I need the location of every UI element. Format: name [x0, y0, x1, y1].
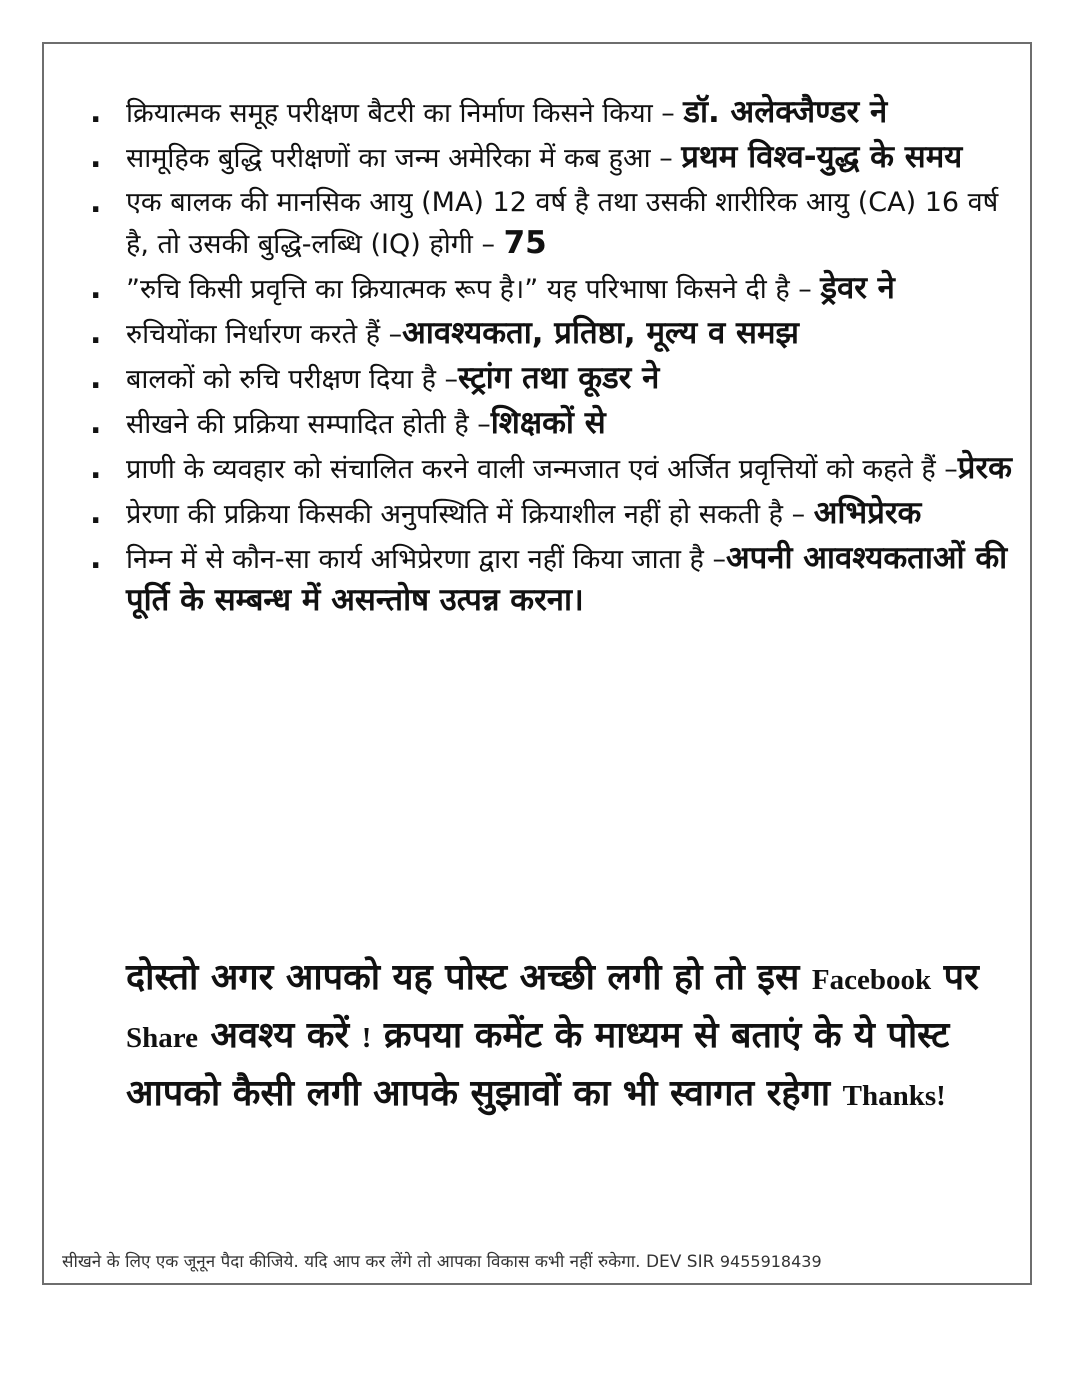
- answer: आवश्यकता, प्रतिष्ठा, मूल्य व समझ: [402, 315, 799, 351]
- qa-item: [86, 182, 1016, 265]
- question: प्राणी के व्यवहार को संचालित करने वाली जन्मजात एवं अर्जित प्रवृत्तियों को कहते हैं –: [126, 454, 958, 485]
- share-word: Share: [126, 1022, 198, 1054]
- question: निम्न में से कौन-सा कार्य अभिप्रेरणा द्वारा नहीं किया जाता है –: [126, 544, 726, 575]
- question: प्रेरणा की प्रक्रिया किसकी अनुपस्थिति में क्रियाशील नहीं हो सकती है –: [126, 499, 806, 530]
- footer-phone: 9455918439: [719, 1252, 822, 1271]
- answer: अभिप्रेरक: [813, 495, 922, 531]
- bullet-icon: .: [90, 541, 102, 576]
- footer-line: [62, 1250, 1022, 1274]
- promo-exclamation: !: [361, 1022, 372, 1054]
- answer: प्रथम विश्व-युद्ध के समय: [681, 139, 963, 175]
- promo-text-3: अवश्य करें: [210, 1015, 350, 1056]
- bullet-icon: .: [90, 271, 102, 306]
- facebook-word: Facebook: [811, 964, 932, 996]
- qa-item: [86, 403, 1016, 445]
- qa-item: [86, 313, 1016, 355]
- footer-text: सीखने के लिए एक जूनून पैदा कीजिये. यदि आप कर लेंगे तो आपका विकास कभी नहीं रुकेगा. DEV SIR: [62, 1252, 715, 1272]
- question: ”रुचि किसी प्रवृत्ति का क्रियात्मक रूप है।” यह परिभाषा किसने दी है –: [126, 274, 812, 305]
- promo-text-2: पर: [943, 957, 979, 998]
- qa-list: [86, 92, 1016, 625]
- qa-item: [86, 358, 1016, 400]
- answer: अपनी आवश्यकताओं की पूर्ति के सम्बन्ध में असन्तोष उत्पन्न करना।: [126, 540, 1008, 618]
- qa-item: [86, 137, 1016, 179]
- bullet-icon: .: [90, 316, 102, 351]
- answer: ड्रेवर ने: [820, 270, 895, 306]
- answer: प्रेरक: [957, 450, 1012, 486]
- answer: स्ट्रांग तथा कूडर ने: [458, 360, 660, 396]
- question: रुचियोंका निर्धारण करते हैं –: [126, 319, 403, 350]
- question: सीखने की प्रक्रिया सम्पादित होती है –: [126, 409, 491, 440]
- promo-text-4: क्रपया कमेंट के माध्यम से बताएं के ये पोस्ट आपको कैसी लगी आपके सुझावों का भी स्वागत रहेगा: [126, 1015, 950, 1114]
- qa-item: [86, 268, 1016, 310]
- bullet-icon: .: [90, 140, 102, 175]
- question: क्रियात्मक समूह परीक्षण बैटरी का निर्माण किसने किया –: [126, 98, 675, 129]
- answer: शिक्षकों से: [490, 405, 606, 441]
- bullet-icon: .: [90, 406, 102, 441]
- question: सामूहिक बुद्धि परीक्षणों का जन्म अमेरिका में कब हुआ –: [126, 143, 673, 174]
- qa-item: [86, 493, 1016, 535]
- bullet-icon: .: [90, 496, 102, 531]
- qa-item: [86, 448, 1016, 490]
- bullet-icon: .: [90, 95, 102, 130]
- bullet-icon: .: [90, 185, 102, 220]
- promo-text-1: दोस्तो अगर आपको यह पोस्ट अच्छी लगी हो तो इस: [126, 957, 800, 998]
- promo-message: [126, 950, 1026, 1124]
- bullet-icon: .: [90, 451, 102, 486]
- question: बालकों को रुचि परीक्षण दिया है –: [126, 364, 459, 395]
- question: एक बालक की मानसिक आयु (MA) 12 वर्ष है तथा उसकी शारीरिक आयु (CA) 16 वर्ष है, तो उसकी बुद्धि-लब्धि (IQ) होगी –: [126, 187, 999, 260]
- qa-item: [86, 92, 1016, 134]
- answer: डॉ. अलेक्जैण्डर ने: [683, 94, 888, 130]
- thanks-word: Thanks!: [842, 1080, 946, 1112]
- bullet-icon: .: [90, 361, 102, 396]
- qa-item: [86, 538, 1016, 622]
- answer: 75: [503, 225, 547, 261]
